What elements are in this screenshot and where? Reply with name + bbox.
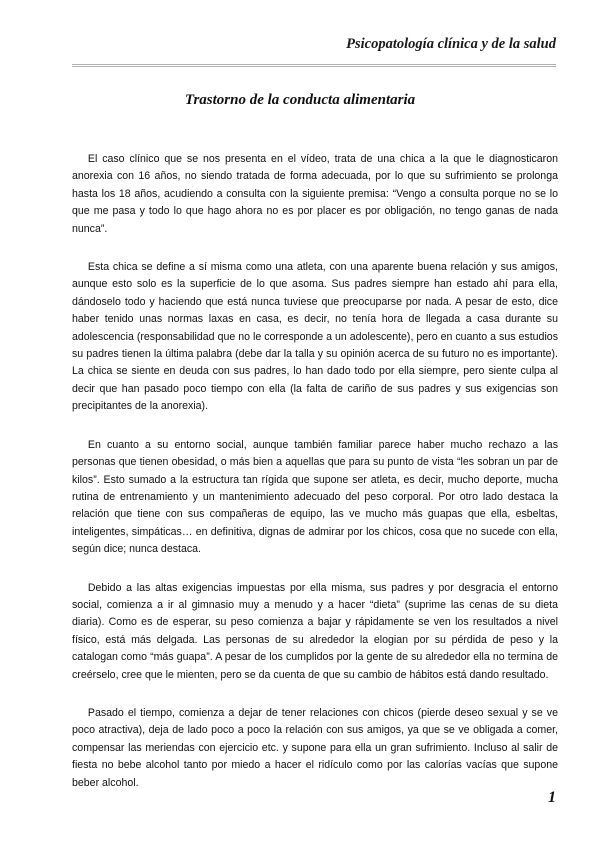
paragraph: Pasado el tiempo, comienza a dejar de tener relaciones con chicos (pierde deseo sexual y se ve poco atractiva), deja de lado poco a poco la relación con sus amigos, ya que se ve obligada a comer, compensar las meriendas con ejercicio etc. y supone para ella un gran sufrimiento. Incluso al salir de fiesta no bebe alcohol tanto por miedo a hacer el ridículo como por las calorías vacías que supone beber alcohol. — [72, 706, 558, 789]
page-number: 1 — [548, 789, 556, 806]
running-header: Psicopatología clínica y de la salud — [346, 36, 556, 52]
paragraph: Debido a las altas exigencias impuestas por ella misma, sus padres y por desgracia el entorno social, comienza a ir al gimnasio muy a menudo y a hacer “dieta” (suprime las cenas de su dieta diaria). Como es de esperar, su peso comienza a bajar y rápidamente se ven los resultados a nivel físico, está más delgada. Las personas de su alrededor la elogian por su pérdida de peso y la catalogan como “más guapa”. A pesar de los cumplidos por la gente de su alrededor ella no termina de creérselo, cree que le mienten, pero se da cuenta de que su cambio de hábitos está dando resultado. — [72, 581, 558, 681]
paragraph: El caso clínico que se nos presenta en el vídeo, trata de una chica a la que le diagnosticaron anorexia con 16 años, no siendo tratada de forma adecuada, por lo que su sufrimiento se prolonga hasta los 18 años, acudiendo a consulta con la siguiente premisa: “Vengo a consulta porque no se lo que me pasa y todo lo que hago ahora no es por placer es por obligación, no tengo ganas de nada nunca”. — [72, 153, 558, 235]
paragraph: Esta chica se define a sí misma como una atleta, con una aparente buena relación y sus amigos, aunque esto solo es la superficie de lo que asoma. Sus padres siempre han estado ahí para ella, dándoselo todo y haciendo que está nunca tuviese que preocuparse por nada. A pesar de esto, dice haber tenido unas normas laxas en casa, es decir, no tenía hora de llegada a casa durante su adolescencia (responsabilidad que no le corresponde a un adolescente), pero en cuanto a sus estudios su padres tienen la última palabra (debe dar la talla y su opinión acerca de su futuro no es importante). La chica se siente en deuda con sus padres, lo han dado todo por ella siempre, pero siente culpa al decir que han pasado poco tiempo con ella (la falta de cariño de sus padres y sus exigencias son precipitantes de la anorexia). — [72, 261, 558, 413]
document-body — [72, 151, 558, 813]
paragraph: En cuanto a su entorno social, aunque también familiar parece haber mucho rechazo a las personas que tienen obesidad, o más bien a aquellas que para su punto de vista “les sobran un par de kilos”. Esto sumado a la estructura tan rígida que supone ser atleta, es decir, mucho deporte, mucha rutina de entrenamiento y un mantenimiento adecuado del peso corporal. Por otro lado destaca la relación que tiene con sus compañeras de equipo, las ve mucho más guapas que ella, esbeltas, inteligentes, simpáticas… en definitiva, dignas de admirar por los chicos, cosa que no sucede con ella, según dice; nunca destaca. — [72, 438, 558, 556]
document-title: Trastorno de la conducta alimentaria — [184, 92, 416, 108]
header-rule — [72, 64, 556, 67]
